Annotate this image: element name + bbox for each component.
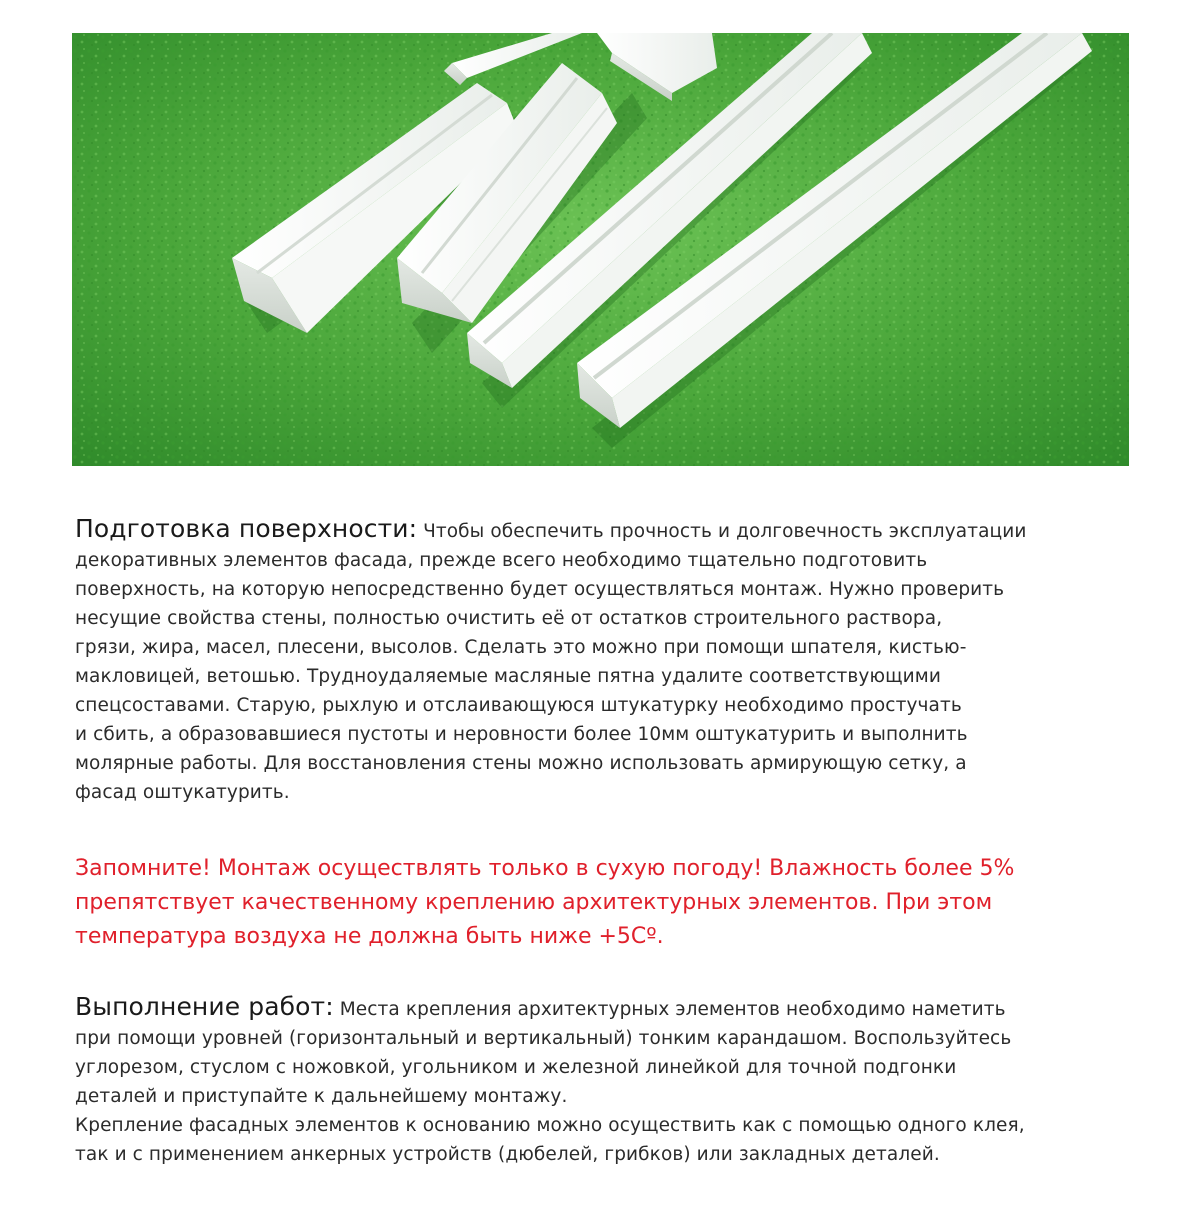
dry-weather-notice	[75, 852, 1165, 954]
surface-line-10: фасад оштукатурить.	[75, 782, 290, 803]
work-execution-paragraph	[75, 992, 1165, 1169]
surface-line-4: несущие свойства стены, полностью очистить её от остатков строительного раствора,	[75, 608, 943, 629]
work-line-5: Крепление фасадных элементов к основанию можно осуществить как с помощью одного клея,	[75, 1115, 1025, 1136]
moldings-on-grass-illustration	[72, 33, 1129, 466]
work-line-4: деталей и приступайте к дальнейшему монтажу.	[75, 1086, 568, 1107]
notice-line-2: препятствует качественному креплению архитектурных элементов. При этом	[75, 890, 993, 915]
surface-line-3: поверхность, на которую непосредственно будет осуществляться монтаж. Нужно проверить	[75, 579, 1005, 600]
work-line-2: при помощи уровней (горизонтальный и вертикальный) тонким карандашом. Воспользуйтесь	[75, 1028, 1012, 1049]
work-line-3: углорезом, стуслом с ножовкой, угольником и железной линейкой для точной подгонки	[75, 1057, 957, 1078]
surface-line-8: и сбить, а образовавшиеся пустоты и неровности более 10мм оштукатурить и выполнить	[75, 724, 968, 745]
notice-line-3: температура воздуха не должна быть ниже +5Сº.	[75, 924, 664, 949]
surface-line-9: молярные работы. Для восстановления стены можно использовать армирующую сетку, а	[75, 753, 967, 774]
work-line-1: Выполнение работ: Места крепления архитектурных элементов необходимо наметить	[75, 992, 1006, 1021]
article-content	[75, 514, 1165, 1169]
work-execution-heading: Выполнение работ:	[75, 992, 334, 1021]
surface-line-1: Подготовка поверхности: Чтобы обеспечить прочность и долговечность эксплуатации	[75, 514, 1027, 543]
hero-image	[72, 33, 1129, 466]
notice-line-1: Запомните! Монтаж осуществлять только в сухую погоду! Влажность более 5%	[75, 856, 1015, 881]
surface-preparation-paragraph	[75, 514, 1165, 814]
surface-line-5: грязи, жира, масел, плесени, высолов. Сделать это можно при помощи шпателя, кистью-	[75, 637, 967, 658]
surface-line-6: макловицей, ветошью. Трудноудаляемые масляные пятна удалите соответствующими	[75, 666, 941, 687]
work-line-6: так и с применением анкерных устройств (дюбелей, грибков) или закладных деталей.	[75, 1144, 940, 1165]
surface-preparation-heading: Подготовка поверхности:	[75, 514, 418, 543]
surface-line-2: декоративных элементов фасада, прежде всего необходимо тщательно подготовить	[75, 550, 928, 571]
surface-line-7: спецсоставами. Старую, рыхлую и отслаивающуюся штукатурку необходимо простучать	[75, 695, 962, 716]
